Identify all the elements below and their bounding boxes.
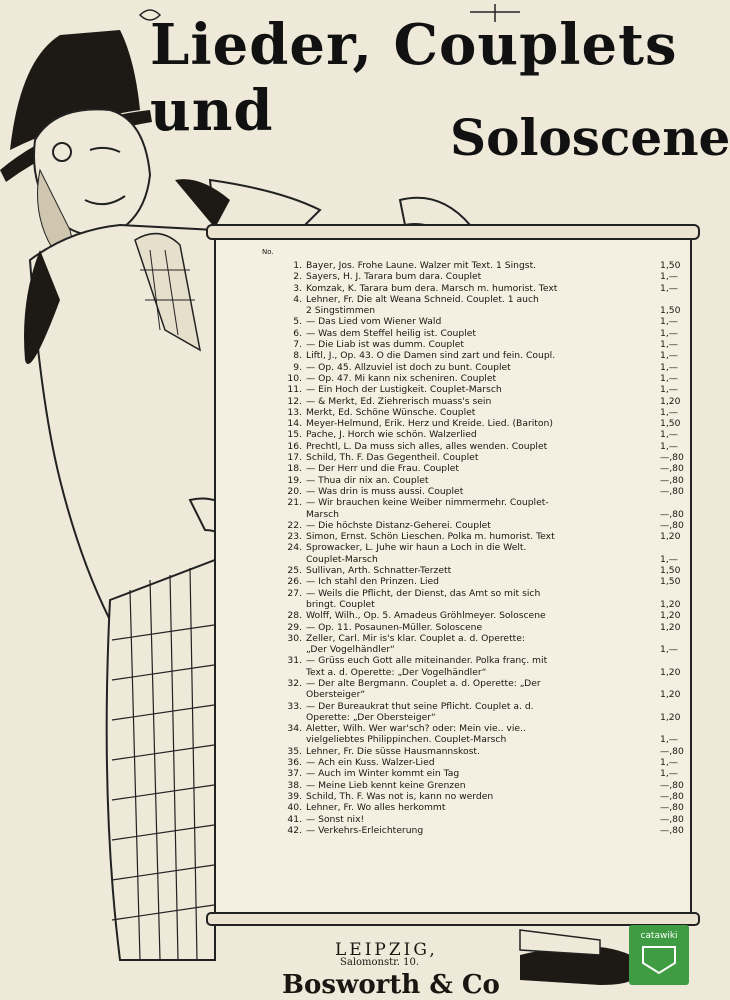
item-title: — Op. 47. Mi kann nix scheniren. Couplet: [306, 372, 497, 384]
item-number: 23.: [287, 531, 302, 543]
item-number: 5.: [293, 316, 302, 328]
item-price: —,80: [660, 790, 684, 802]
item-title: Bayer, Jos. Frohe Laune. Walzer mit Text. 1 Singst.: [306, 260, 537, 271]
list-item: [258, 305, 688, 316]
item-title: — Das Lied vom Wiener Wald: [306, 316, 442, 328]
list-item: [258, 814, 688, 825]
list-item: [258, 350, 688, 361]
list-number-header: No.: [262, 248, 274, 256]
item-title: Pache, J. Horch wie schön. Walzerlied: [306, 429, 477, 441]
item-number: 22.: [287, 519, 302, 531]
list-item: [258, 531, 688, 542]
item-title: 2 Singstimmen: [306, 305, 376, 317]
item-title: — Der Bureaukrat thut seine Pflicht. Couplet a. d.: [306, 700, 534, 712]
item-number: 28.: [287, 610, 302, 622]
list-item: [258, 373, 688, 384]
item-price: 1,—: [660, 339, 678, 351]
item-price: 1,50: [660, 260, 681, 271]
item-title: Sayers, H. J. Tarara bum dara. Couplet: [306, 271, 482, 283]
item-title: Sullivan, Arth. Schnatter-Terzett: [306, 565, 452, 577]
list-item: [258, 802, 688, 813]
item-price: 1,20: [660, 711, 681, 723]
item-title: — Der Herr und die Frau. Couplet: [306, 463, 459, 475]
item-title: — Was drin is muss aussi. Couplet: [306, 485, 464, 497]
item-price: 1,—: [660, 406, 678, 418]
item-number: 41.: [287, 813, 302, 825]
list-item: [258, 339, 688, 350]
item-title: — Ich stahl den Prinzen. Lied: [306, 576, 439, 588]
item-number: 18.: [287, 463, 302, 475]
list-item: [258, 768, 688, 779]
logo-text: catawiki: [640, 931, 678, 941]
list-item: [258, 441, 688, 452]
list-item: [258, 644, 688, 655]
item-number: 33.: [287, 700, 302, 712]
list-item: [258, 260, 688, 271]
list-item: [258, 407, 688, 418]
item-price: 1,—: [660, 440, 678, 452]
item-title: Lehner, Fr. Die alt Weana Schneid. Couplet. 1 auch: [306, 293, 539, 305]
item-price: 1,20: [660, 610, 681, 622]
item-price: 1,—: [660, 768, 678, 780]
list-item: [258, 633, 688, 644]
item-title: Simon, Ernst. Schön Lieschen. Polka m. humorist. Text: [306, 531, 555, 543]
item-title: — & Merkt, Ed. Ziehrerisch muass's sein: [306, 395, 492, 407]
list-item: [258, 283, 688, 294]
item-number: 30.: [287, 632, 302, 644]
item-number: 27.: [287, 587, 302, 599]
list-item: [258, 316, 688, 327]
list-item: [258, 452, 688, 463]
item-title: — Ein Hoch der Lustigkeit. Couplet-Marsch: [306, 384, 502, 396]
item-title: — Op. 11. Posaunen-Müller. Soloscene: [306, 621, 483, 633]
item-title: — Die Liab ist was dumm. Couplet: [306, 339, 464, 351]
item-price: 1,50: [660, 576, 681, 588]
item-title: — Auch im Winter kommt ein Tag: [306, 768, 460, 780]
item-price: —,80: [660, 452, 684, 464]
list-item: [258, 723, 688, 734]
item-number: 13.: [287, 406, 302, 418]
item-price: 1,—: [660, 553, 678, 565]
item-price: 1,—: [660, 361, 678, 373]
list-item: [258, 599, 688, 610]
title-line-2: Soloscene: [450, 108, 730, 167]
item-title: — Thua dir nix an. Couplet: [306, 474, 429, 486]
item-number: 4.: [293, 293, 302, 305]
item-number: 15.: [287, 429, 302, 441]
item-title: — Der alte Bergmann. Couplet a. d. Operette: „Der: [306, 677, 541, 689]
item-price: 1,20: [660, 689, 681, 701]
list-item: [258, 542, 688, 553]
list-item: [258, 689, 688, 700]
list-item: [258, 746, 688, 757]
list-item: [258, 554, 688, 565]
item-title: Schild, Th. F. Das Gegentheil. Couplet: [306, 452, 479, 464]
item-title: Couplet-Marsch: [306, 553, 378, 565]
item-price: —,80: [660, 474, 684, 486]
item-title: — Wir brauchen keine Weiber nimmermehr. Couplet-: [306, 497, 549, 509]
list-item: [258, 486, 688, 497]
item-title: Merkt, Ed. Schöne Wünsche. Couplet: [306, 406, 476, 418]
item-number: 8.: [293, 350, 302, 362]
item-title: Schild, Th. F. Was not is, kann no werden: [306, 790, 494, 802]
item-number: 11.: [287, 384, 302, 396]
item-price: 1,—: [660, 271, 678, 283]
item-price: 1,—: [660, 350, 678, 362]
item-price: 1,20: [660, 621, 681, 633]
item-title: Zeller, Carl. Mir is's klar. Couplet a. d. Operette:: [306, 632, 526, 644]
item-title: Obersteiger“: [306, 689, 366, 701]
item-number: 38.: [287, 779, 302, 791]
list-item: [258, 565, 688, 576]
list-item: [258, 622, 688, 633]
item-number: 37.: [287, 768, 302, 780]
list-item: [258, 734, 688, 745]
item-title: Prechtl, L. Da muss sich alles, alles wenden. Couplet: [306, 440, 548, 452]
item-price: 1,20: [660, 531, 681, 543]
item-number: 26.: [287, 576, 302, 588]
list-item: [258, 610, 688, 621]
item-number: 24.: [287, 542, 302, 554]
item-price: 1,—: [660, 757, 678, 769]
list-item: [258, 429, 688, 440]
item-number: 31.: [287, 655, 302, 667]
item-number: 39.: [287, 790, 302, 802]
item-number: 17.: [287, 452, 302, 464]
publisher-city: LEIPZIG,: [335, 940, 438, 960]
publisher-name: Bosworth & Co: [282, 970, 500, 1000]
item-number: 9.: [293, 361, 302, 373]
item-number: 32.: [287, 677, 302, 689]
item-number: 14.: [287, 418, 302, 430]
catawiki-logo: [629, 925, 689, 985]
item-price: 1,—: [660, 429, 678, 441]
item-title: Lehner, Fr. Die süsse Hausmannskost.: [306, 745, 480, 757]
list-item: [258, 780, 688, 791]
item-title: Operette: „Der Obersteiger“: [306, 711, 436, 723]
item-title: — Weils die Pflicht, der Dienst, das Amt so mit sich: [306, 587, 541, 599]
list-item: [258, 384, 688, 395]
song-list: [258, 260, 688, 836]
item-number: 21.: [287, 497, 302, 509]
list-item: [258, 475, 688, 486]
item-price: —,80: [660, 519, 684, 531]
item-price: —,80: [660, 779, 684, 791]
item-number: 2.: [293, 271, 302, 283]
item-number: 42.: [287, 824, 302, 836]
item-price: —,80: [660, 745, 684, 757]
scroll-rod-bottom: [206, 912, 700, 926]
item-title: Wolff, Wilh., Op. 5. Amadeus Gröhlmeyer. Soloscene: [306, 610, 546, 622]
item-number: 12.: [287, 395, 302, 407]
list-item: [258, 396, 688, 407]
item-title: Text a. d. Operette: „Der Vogelhändler“: [306, 666, 487, 678]
list-item: [258, 678, 688, 689]
item-price: 1,—: [660, 327, 678, 339]
list-item: [258, 520, 688, 531]
item-title: — Die höchste Distanz-Geherei. Couplet: [306, 519, 491, 531]
item-price: 1,—: [660, 282, 678, 294]
item-title: Komzak, K. Tarara bum dera. Marsch m. humorist. Text: [306, 282, 558, 294]
item-number: 40.: [287, 802, 302, 814]
item-title: — Op. 45. Allzuviel ist doch zu bunt. Couplet: [306, 361, 511, 373]
list-item: [258, 418, 688, 429]
item-number: 20.: [287, 485, 302, 497]
item-title: — Sonst nix!: [306, 813, 365, 825]
list-item: [258, 509, 688, 520]
item-title: vielgeliebtes Philippinchen. Couplet-Marsch: [306, 734, 507, 746]
item-price: —,80: [660, 485, 684, 497]
list-item: [258, 271, 688, 282]
item-title: Sprowacker, L. Juhe wir haun a Loch in die Welt.: [306, 542, 527, 554]
item-title: — Grüss euch Gott alle miteinander. Polka franç. mit: [306, 655, 548, 667]
list-item: [258, 701, 688, 712]
item-number: 1.: [293, 260, 302, 271]
list-item: [258, 463, 688, 474]
item-price: —,80: [660, 813, 684, 825]
item-number: 7.: [293, 339, 302, 351]
item-number: 10.: [287, 372, 302, 384]
item-number: 36.: [287, 757, 302, 769]
list-item: [258, 791, 688, 802]
item-title: „Der Vogelhändler“: [306, 644, 395, 656]
item-title: — Meine Lieb kennt keine Grenzen: [306, 779, 466, 791]
item-number: 25.: [287, 565, 302, 577]
item-number: 35.: [287, 745, 302, 757]
item-price: 1,20: [660, 598, 681, 610]
item-number: 34.: [287, 723, 302, 735]
item-price: 1,—: [660, 734, 678, 746]
item-number: 6.: [293, 327, 302, 339]
item-price: 1,50: [660, 305, 681, 317]
item-number: 19.: [287, 474, 302, 486]
list-item: [258, 294, 688, 305]
item-price: 1,—: [660, 644, 678, 656]
item-price: —,80: [660, 463, 684, 475]
list-item: [258, 362, 688, 373]
item-price: —,80: [660, 802, 684, 814]
item-title: Marsch: [306, 508, 339, 520]
item-number: 29.: [287, 621, 302, 633]
item-title: Liftl, J., Op. 43. O die Damen sind zart und fein. Coupl.: [306, 350, 556, 362]
list-item: [258, 588, 688, 599]
list-item: [258, 655, 688, 666]
item-price: 1,20: [660, 395, 681, 407]
item-price: 1,50: [660, 418, 681, 430]
list-item: [258, 576, 688, 587]
publisher-street: Salomonstr. 10.: [340, 957, 420, 968]
item-price: —,80: [660, 824, 684, 836]
item-title: — Ach ein Kuss. Walzer-Lied: [306, 757, 435, 769]
item-price: 1,—: [660, 384, 678, 396]
item-number: 3.: [293, 282, 302, 294]
list-item: [258, 497, 688, 508]
item-price: 1,—: [660, 372, 678, 384]
list-item: [258, 328, 688, 339]
item-price: 1,50: [660, 565, 681, 577]
title-line-1: Lieder, Couplets und: [150, 12, 678, 144]
list-item: [258, 825, 688, 836]
item-number: 16.: [287, 440, 302, 452]
list-item: [258, 757, 688, 768]
item-price: 1,20: [660, 666, 681, 678]
scroll-rod-top: [206, 224, 700, 240]
item-title: Aletter, Wilh. Wer war'sch? oder: Mein vie.. vie..: [306, 723, 526, 735]
item-title: Lehner, Fr. Wo alles herkommt: [306, 802, 446, 814]
item-title: — Was dem Steffel heilig ist. Couplet: [306, 327, 477, 339]
item-title: — Verkehrs-Erleichterung: [306, 824, 424, 836]
item-price: 1,—: [660, 316, 678, 328]
list-item: [258, 712, 688, 723]
list-item: [258, 667, 688, 678]
item-title: bringt. Couplet: [306, 598, 375, 610]
item-title: Meyer-Helmund, Erik. Herz und Kreide. Lied. (Bariton): [306, 418, 553, 430]
item-price: —,80: [660, 508, 684, 520]
